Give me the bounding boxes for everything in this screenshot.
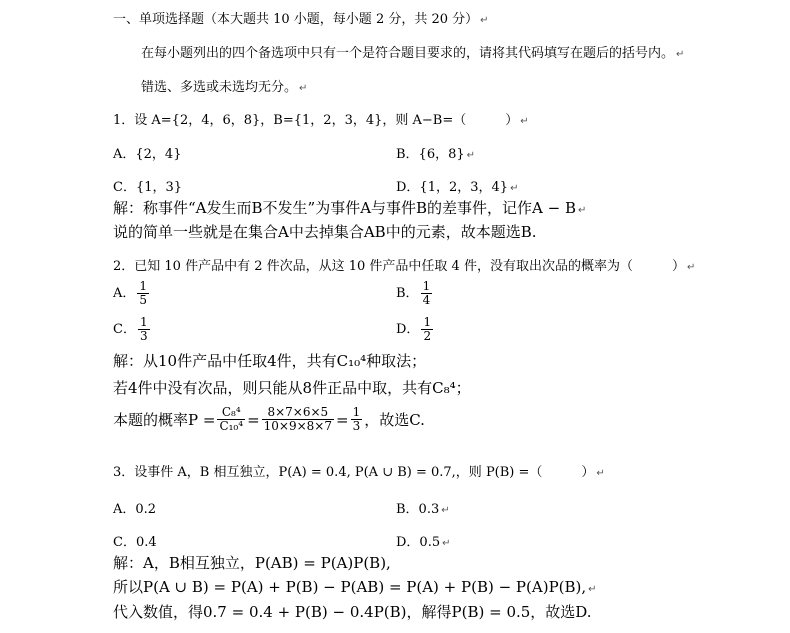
- q3-option-b: B．0.3 ↵: [396, 502, 450, 517]
- q3-option-c: C．0.4: [113, 535, 157, 550]
- q1-solution-line-2: 说的简单一些就是在集合A中去掉集合AB中的元素，故本题选B.: [113, 223, 537, 241]
- q2-solution-line-3: 本题的概率P = $\frac{\text{C₈⁴}}{\text{C₁₀⁴}}$ = $\frac{8\times 7\times 6\times 5}{10\times 9\times 8\times 7}$ = $\frac{1}{3}$ ，故选C.: [113, 405, 425, 433]
- fraction: $\frac{1}{2}$: [423, 315, 432, 343]
- return-mark: ↵: [466, 150, 476, 161]
- q2-solution-line-1: 解：从10件产品中任取4件，共有C₁₀⁴种取法；: [113, 352, 427, 370]
- q3-option-d: D．0.5 ↵: [396, 535, 451, 550]
- return-mark: ↵: [596, 468, 605, 479]
- question-1-stem: 1．设 A={2，4，6，8}，B={1，2，3，4}，则 A−B=（ ） ↵: [113, 113, 529, 128]
- section-title: 一、单项选择题（本大题共 10 小题，每小题 2 分，共 20 分） ↵: [113, 12, 489, 27]
- return-mark: ↵: [520, 116, 529, 127]
- return-mark: ↵: [299, 83, 308, 94]
- q2-option-c: C． $\frac{1}{3}$: [113, 315, 148, 343]
- fraction: $\frac{8\times 7\times 6\times 5}{10\times 9\times 8\times 7}$: [263, 405, 332, 433]
- q2-solution-line-2: 若4件中没有次品，则只能从8件正品中取，共有C₈⁴；: [113, 379, 471, 397]
- return-mark: ↵: [441, 505, 450, 516]
- fraction: $\frac{1}{4}$: [422, 279, 431, 307]
- fraction: $\frac{1}{3}$: [352, 405, 361, 433]
- q2-option-d: D． $\frac{1}{2}$: [396, 315, 432, 343]
- return-mark: ↵: [480, 15, 489, 26]
- return-mark: ↵: [676, 49, 685, 60]
- q1-option-b: B．{6，8} ↵: [396, 147, 476, 162]
- instruction-1: 在每小题列出的四个备选项中只有一个是符合题目要求的，请将其代码填写在题后的括号内。 ↵: [141, 46, 685, 61]
- q1-option-d: D．{1，2，3，4} ↵: [396, 180, 519, 195]
- return-mark: ↵: [686, 262, 696, 273]
- q1-option-c: C．{1，3}: [113, 180, 183, 195]
- q2-option-b: B． $\frac{1}{4}$: [396, 279, 431, 307]
- q2-option-a: A． $\frac{1}{5}$: [113, 279, 148, 307]
- return-mark: ↵: [588, 584, 597, 595]
- fraction: $\frac{1}{5}$: [139, 279, 148, 307]
- return-mark: ↵: [442, 538, 451, 549]
- q3-solution-line-3: 代入数值，得0.7 = 0.4 + P(B) − 0.4P(B)，解得P(B) = 0.5，故选D.: [113, 603, 592, 621]
- return-mark: ↵: [510, 183, 519, 194]
- instruction-2: 错选、多选或未选均无分。 ↵: [141, 80, 308, 95]
- question-2-stem: 2．已知 10 件产品中有 2 件次品，从这 10 件产品中任取 4 件，没有取出次品的概率为（ ） ↵: [113, 259, 696, 274]
- fraction: $\frac{1}{3}$: [139, 315, 148, 343]
- question-3-stem: 3．设事件 A，B 相互独立，P(A) = 0.4, P(A ∪ B) = 0.7,，则 P(B) =（ ） ↵: [113, 465, 605, 480]
- q3-option-a: A．0.2: [113, 502, 157, 517]
- return-mark: ↵: [578, 205, 587, 216]
- fraction: $\frac{\text{C₈⁴}}{\text{C₁₀⁴}}$: [219, 405, 244, 433]
- q1-solution-line-1: 解：称事件“A发生而B不发生”为事件A与事件B的差事件，记作A − B ↵: [113, 199, 587, 217]
- q3-solution-line-2: 所以P(A ∪ B) = P(A) + P(B) − P(AB) = P(A) + P(B) − P(A)P(B), ↵: [113, 578, 597, 596]
- q3-solution-line-1: 解：A，B相互独立，P(AB) = P(A)P(B),: [113, 554, 391, 572]
- q1-option-a: A．{2，4}: [113, 147, 182, 162]
